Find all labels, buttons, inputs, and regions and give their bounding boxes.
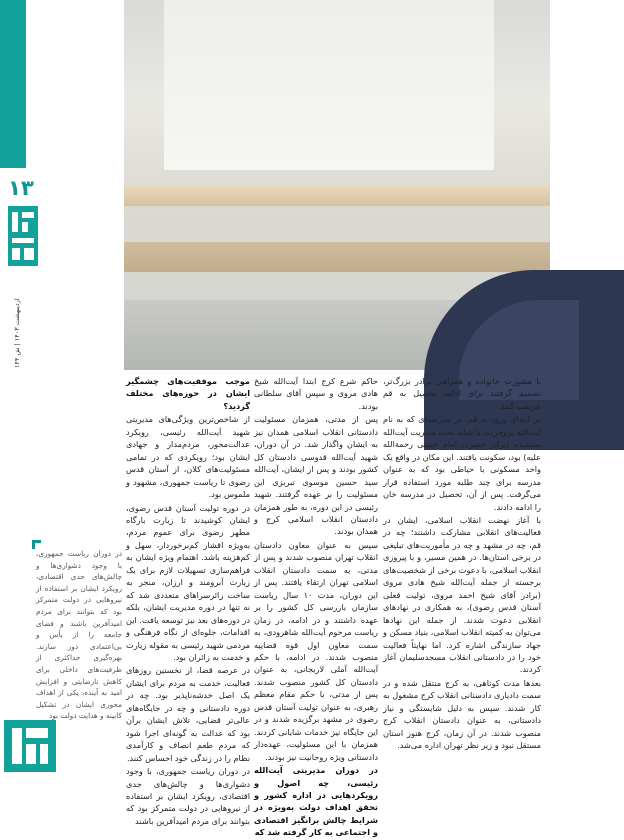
paragraph: در دوران ریاست جمهوری، با وجود دشواری‌ها و چالش‌های جدی اقتصادی، رویکرد ایشان بر استفاده از نیروهایی در دولت متمرکز بود که بتوانند برای مردم امیدآفرین باشند bbox=[126, 766, 250, 826]
magazine-logo bbox=[8, 206, 38, 266]
paragraph: با آغاز نهضت انقلاب اسلامی، ایشان در فعالیت‌های انقلابی مشارکت داشتند؛ چه در قم، چه در مشهد و چه در مأموریت‌های تبلیغی در برخی استان‌ها. در همین مسیر، و با پیروزی انقلاب اسلامی، با دعوت برخی از شخصیت‌های برجسته از جمله آیت‌الله شیخ هادی مروی (برادر آقای شیخ احمد مروی، تولیت فعلی آستان قدس رضوی)، به همکاری در نهادهای انقلابی دعوت شدند. از جمله این نهادها می‌توان به کمیته انقلاب اسلامی، بنیاد مسکن و جهاد سازندگی اشاره کرد. اما نهایتاً فعالیت خود را در دادستانی انقلاب مسجدسلیمان آغاز کردند. bbox=[383, 514, 541, 675]
paragraph: سپس به عنوان معاون دادستان انقلاب تهران منصوب شدند و پس از مدتی، به سمت دادستان انقلاب اسلامی تهران ارتقاء یافتند. پس از این دوران، مدت ۱۰ سال ریاست سازمان بازرسی کل کشور را بر عهده داشتند و در ادامه، در زمان ریاست مرحوم آیت‌الله شاهرودی، به سمت معاون اول قوه قضاییه منصوب شدند. در ادامه، با حکم آیت‌الله آملی لاریجانی، به عنوان دادستان کل کشور منصوب شدند. پس از مدتی، با حکم مقام معظم رهبری، به عنوان تولیت آستان قدس رضوی در مشهد برگزیده شدند و در این جایگاه نیز خدمات شایانی کردند. همزمان با این مسئولیت، عهده‌دار دادستانی ویژه روحانیت نیز بودند. bbox=[254, 539, 378, 762]
article-column-middle bbox=[254, 375, 378, 840]
question-heading: در دوران مدیریتی آیت‌الله رئیسی، چه اصول و رویکردهایی در اداره کشور و تحقق اهداف دولت به‌ویژه در شرایط چالش برانگیز اقتصادی و اجتماعی به کار گرفته شد که bbox=[254, 765, 378, 838]
paragraph: در دوره تولیت آستان قدس رضوی، ایشان کوشیدند تا زیارت بارگاه مطهر رضوی برای عموم مردم، به‌ویژه اقشار کم‌برخوردار، سهل و کم‌هزینه باشد. اهتمام ویژه ایشان به فراهم‌سازی تسهیلات لازم برای یک زیارت آبرومند و ارزان، منجر به ساخت زائرسراهای متعددی شد که نه تنها در دوره مدیریت ایشان، بلکه در دوره‌های بعد نیز توسعه یافت. این اقدامات، جلوه‌ای از نگاه فرهنگی و مردمی شهید رئیسی به مقوله زیارت و خدمت به زائران بود. bbox=[126, 502, 250, 662]
page-number: ١٣ bbox=[8, 176, 34, 200]
article-photo bbox=[124, 0, 550, 370]
paragraph: در ابتدای ورود به قم، در مدرسه‌ای که به نام آیت‌الله بروجردی با شاید تحت مدیریت آیت‌الله پسندیده (برادر حضرت امام خمینی رحمة‌الله علیه) بود، سکونت یافتند. این مکان در واقع یک واحد مسکونی با حیاطی بود که به عنوان مدرسه برای چند طلبه مورد استفاده قرار می‌گرفت. پس از آن، تحصیل در مدرسه خان را ادامه دادند. bbox=[383, 414, 541, 512]
issue-date: اردیبهشت ۱۴۰۳ | ش ۱۴۴ bbox=[13, 298, 21, 368]
paragraph: با مشورت خانواده و همراهی برادر بزرگ‌تر، تصمیم گرفتند برای ادامه تحصیل به قم عزیمت کنند. bbox=[383, 376, 541, 411]
bottom-logo bbox=[4, 720, 56, 772]
paragraph: بعدها مدت کوتاهی، به کرج منتقل شده و در سمت دادیاری دادستانی انقلاب کرج مشغول به کار شدند. سپس به دلیل شایستگی و نیاز دادستانی، به عنوان دادستان انقلاب کرج منصوب شدند. در آن زمان، کرج هنوز استان مستقل نبود و زیر نظر تهران اداره می‌شد. bbox=[383, 677, 541, 751]
decorative-strip bbox=[0, 0, 26, 168]
paragraph: پس از مدتی، همزمان مسئولیت دادستانی انقلاب اسلامی همدان نیز به ایشان واگذار شد. در آن دوران، شهید آیت‌الله قدوسی دادستان کل کشور بودند و پس از ایشان، آیت‌الله سید حسین موسوی تبریزی این مسئولیت را بر عهده گرفتند. شهید رئیسی در این دوره، به طور همزمان دادستان انقلاب اسلامی کرج و همدان بودند. bbox=[254, 414, 378, 537]
paragraph: حاکم شرع کرج ابتدا آیت‌الله شیخ هادی مروی و سپس آقای سلطانی بودند. bbox=[254, 376, 378, 411]
paragraph: در عرصه قضا، از نخستین روزهای فعالیت، خدمت به مردم برای ایشان یک اصل خدشه‌ناپذیر بود. چه در دوره دادستانی و چه در جایگاه‌های عالی‌تر قضایی، تلاش ایشان برآن بود که عدالت به گونه‌ای اجرا شود که مردم طعم انصاف و کارآمدی نظام را در زندگی خود احساس کنند. bbox=[126, 665, 250, 763]
pull-quote-text: در دوران ریاست جمهوری، با وجود دشواری‌ها و چالش‌های جدی اقتصادی، رویکرد ایشان بر استفاده از نیروهایی در دولت متمرکز بود که بتوانند برای مردم امیدآفرین باشند و فضای جامعه را از یأس و بی‌اعتمادی دور سازند. بهره‌گیری حداکثری از ظرفیت‌های داخلی برای کاهش نارضایتی و افزایش امید به آینده، یکی از اهداف محوری ایشان در تشکیل کابینه و هدایت دولت بود bbox=[36, 549, 122, 721]
paragraph: از شاخص‌ترین ویژگی‌های مدیریتی شهید آیت‌الله رئیسی، رویکرد عدالت‌محور، مردم‌مدار و جهادی ایشان بود؛ رویکردی که در تمامی مسئولیت‌های کلان، از آستان قدس رضوی تا ریاست جمهوری، مشهود و ملموس بود. bbox=[126, 414, 250, 500]
quote-mark-icon bbox=[32, 540, 41, 549]
question-heading: موجب موفقیت‌های چشمگیر ایشان در حوزه‌های مختلف گردید؟ bbox=[126, 376, 250, 411]
article-column-right bbox=[383, 375, 541, 753]
article-column-left bbox=[126, 375, 250, 828]
pull-quote bbox=[36, 548, 122, 722]
